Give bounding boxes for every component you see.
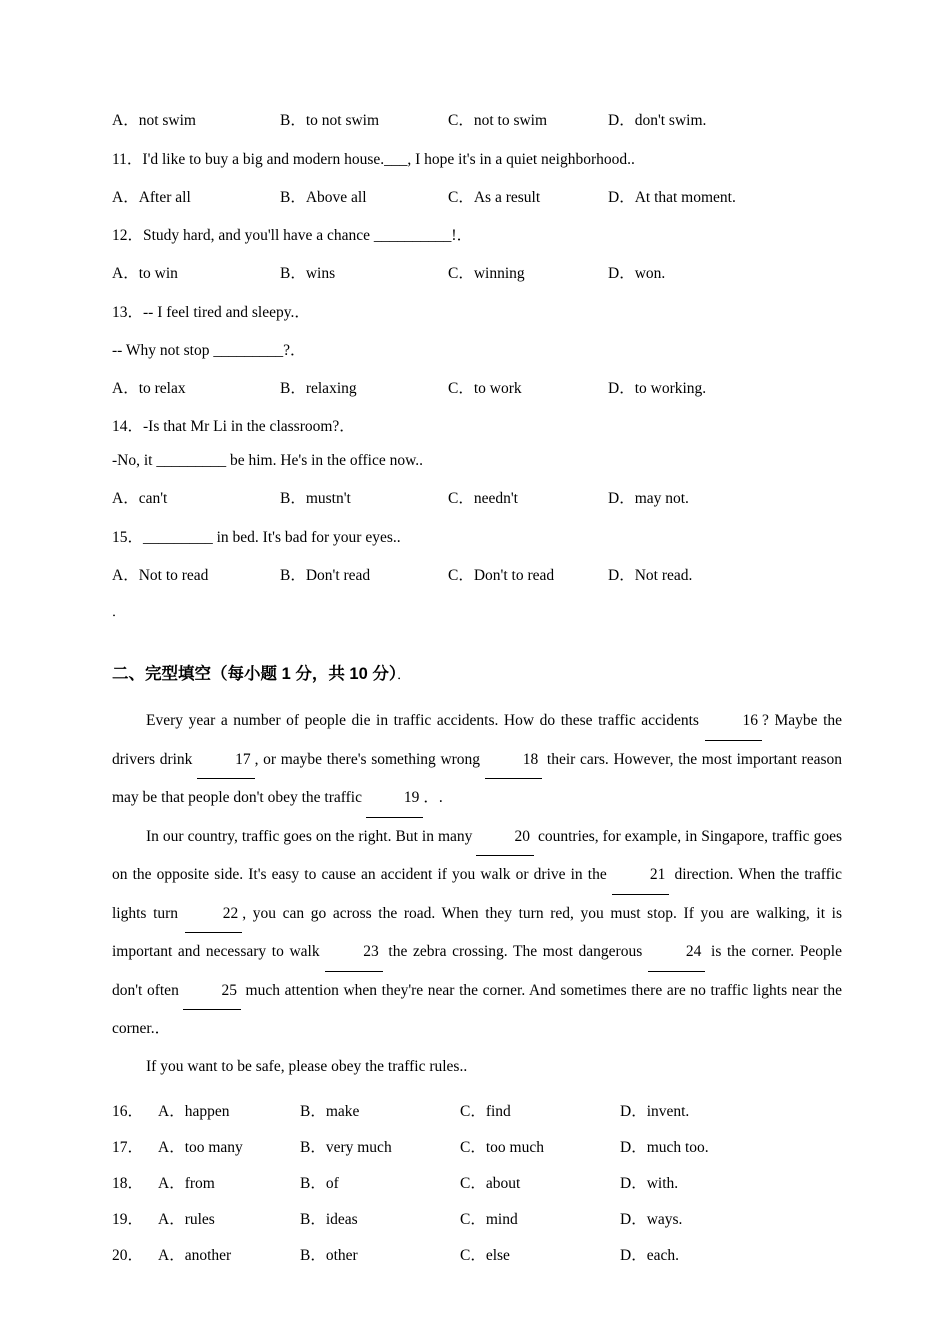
cloze-row-16 (112, 1099, 842, 1121)
option-d: D．Not read. (608, 566, 693, 584)
option-a: A．to win (112, 265, 178, 282)
cloze-row-18 (112, 1171, 842, 1193)
option-b: B．Above all (280, 188, 367, 206)
option-c: C．winning (448, 265, 525, 282)
section-title (112, 660, 842, 684)
option-a: A．After all (112, 188, 191, 206)
cloze-blank-18: 18 (485, 741, 543, 780)
passage-paragraph-3: If you want to be safe, please obey the traffic rules.. (146, 1057, 468, 1075)
option-b: B．to not swim (280, 112, 380, 129)
option-b: B．wins (280, 265, 336, 282)
option-b: B．other (300, 1247, 358, 1264)
cloze-blank-17: 17 (197, 741, 255, 780)
passage-paragraph-2 (112, 818, 842, 1048)
question-12-options (112, 261, 842, 283)
option-c: C．mind (460, 1211, 518, 1228)
option-b: B．of (300, 1175, 339, 1192)
question-14-stem-line2: -No, it _________ be him. He's in the office now.. (112, 452, 424, 469)
option-c: C．As a result (448, 188, 541, 206)
option-c: C．needn't (448, 490, 518, 507)
cloze-blank-16: 16 (705, 702, 763, 741)
option-c: C．else (460, 1247, 510, 1264)
option-c: C．Don't to read (448, 566, 555, 584)
cloze-row-17 (112, 1135, 842, 1157)
question-14-options (112, 486, 842, 508)
option-d: D．much too. (620, 1139, 709, 1156)
cloze-blank-21: 21 (612, 856, 670, 895)
option-b: B．very much (300, 1139, 392, 1156)
option-a: A．from (158, 1175, 215, 1192)
option-d: D．each. (620, 1247, 679, 1264)
cloze-blank-23: 23 (325, 933, 383, 972)
option-d: D．don't swim. (608, 112, 707, 129)
option-b: B．make (300, 1103, 360, 1120)
cloze-number: 20． (112, 1247, 144, 1264)
p2-text-2: countries, for example, in Singapore, traffic goes on the opposite side. It's easy to cause an accident if you walk or drive in the (112, 827, 842, 883)
question-11-options (112, 185, 842, 207)
option-c: C．find (460, 1103, 511, 1120)
option-b: B．ideas (300, 1211, 358, 1228)
document-content (112, 108, 842, 1279)
options-row-top (112, 108, 842, 130)
option-a: A．Not to read (112, 566, 209, 584)
p1-text-1: Every year a number of people die in traffic accidents. How do these traffic accidents (146, 712, 705, 729)
cloze-row-19 (112, 1207, 842, 1229)
cloze-number: 16． (112, 1103, 144, 1120)
cloze-blank-20: 20 (476, 818, 534, 857)
cloze-number: 17． (112, 1139, 144, 1156)
option-a: A．not swim (112, 112, 196, 129)
option-a: A．too many (158, 1139, 243, 1156)
cloze-row-20 (112, 1243, 842, 1265)
option-a: A．happen (158, 1103, 230, 1120)
cloze-blank-19: 19 (366, 779, 424, 818)
option-b: B．Don't read (280, 566, 371, 584)
p2-text-5: the zebra crossing. The most dangerous (382, 943, 648, 960)
p2-text-1: In our country, traffic goes on the right. But in many (146, 827, 477, 845)
question-13-stem-line2: -- Why not stop _________?． (112, 341, 306, 359)
question-15-options (112, 563, 842, 585)
question-12-stem: 12．Study hard, and you'll have a chance __________!． (112, 227, 473, 244)
cloze-number: 19． (112, 1211, 144, 1228)
option-c: C．not to swim (448, 112, 548, 129)
p2-text-4: , you can go across the road. When they turn red, you must stop. If you are walking, it is important and necessary to walk (112, 904, 842, 960)
p1-text-5: ．. (423, 789, 443, 806)
option-d: D．At that moment. (608, 188, 736, 206)
section-title-text: 二、完型填空（每小题 1 分，共 10 分） (112, 665, 398, 683)
cloze-blank-24: 24 (648, 933, 706, 972)
option-b: B．relaxing (280, 379, 357, 397)
cloze-number: 18． (112, 1175, 144, 1192)
trailing-dot: ． (112, 604, 126, 619)
option-a: A．can't (112, 490, 168, 507)
p1-text-4: their cars. However, the most important reason may be that people don't obey the traffic (112, 750, 842, 806)
question-11-stem: 11．I'd like to buy a big and modern house.___, I hope it's in a quiet neighborhood.. (112, 150, 635, 168)
question-14-stem: 14．-Is that Mr Li in the classroom?． (112, 418, 355, 435)
p2-text-6: is the corner. People don't often (112, 943, 842, 999)
question-13-options (112, 376, 842, 398)
cloze-blank-25: 25 (183, 972, 241, 1011)
option-a: A．rules (158, 1211, 215, 1228)
option-c: C．about (460, 1175, 521, 1192)
p1-text-3: , or maybe there's something wrong (254, 750, 485, 768)
p2-text-7: much attention when they're near the corner. And sometimes there are no traffic lights near the corner.． (112, 981, 842, 1037)
option-d: D．with. (620, 1175, 679, 1192)
option-d: D．won. (608, 265, 666, 282)
section-title-dot: ． (397, 667, 411, 682)
p2-text-3: direction. When the traffic lights turn (112, 866, 842, 922)
question-15-stem: 15．_________ in bed. It's bad for your eyes.. (112, 528, 401, 546)
option-d: D．to working. (608, 379, 707, 397)
option-c: C．too much (460, 1139, 544, 1156)
option-a: A．another (158, 1247, 232, 1264)
cloze-blank-22: 22 (185, 895, 243, 934)
option-d: D．invent. (620, 1103, 690, 1120)
cloze-options-list (112, 1099, 842, 1265)
option-a: A．to relax (112, 379, 186, 397)
option-d: D．may not. (608, 490, 689, 507)
option-c: C．to work (448, 379, 522, 397)
question-13-stem: 13．-- I feel tired and sleepy.． (112, 303, 310, 321)
p1-text-2: ? Maybe the drivers drink (112, 712, 843, 768)
passage-paragraph-1 (112, 702, 842, 818)
option-d: D．ways. (620, 1211, 683, 1228)
option-b: B．mustn't (280, 490, 351, 507)
